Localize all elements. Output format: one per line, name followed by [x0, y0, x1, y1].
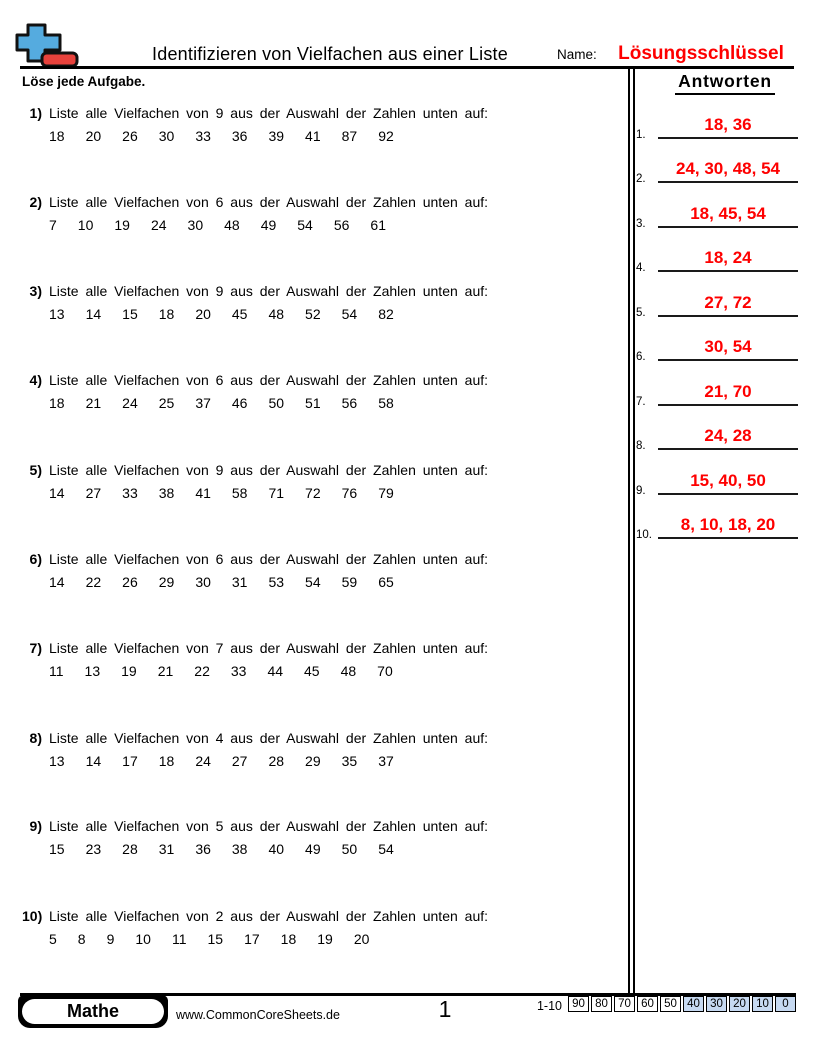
number-option: 5: [49, 931, 57, 947]
answer-number: 7.: [636, 396, 646, 408]
number-option: 11: [171, 931, 187, 947]
number-option: 21: [157, 663, 174, 679]
number-option: 36: [231, 128, 248, 144]
problem-question: Liste alle Vielfachen von 2 aus der Auswahl der Zahlen unten auf:: [49, 908, 489, 924]
number-option: 8: [77, 931, 86, 947]
number-option: 14: [49, 485, 65, 501]
number-option: 50: [268, 395, 285, 411]
answer-number: 8.: [636, 440, 646, 452]
number-option: 31: [231, 574, 248, 590]
number-option: 48: [268, 306, 285, 322]
number-option: 54: [378, 841, 394, 857]
number-option: 21: [85, 395, 102, 411]
answer-number: 5.: [636, 307, 646, 319]
answer-value: 18, 24: [658, 248, 798, 272]
number-option: 44: [267, 663, 284, 679]
number-option: 7: [49, 217, 57, 233]
number-option: 29: [305, 753, 321, 769]
number-option: 26: [122, 128, 138, 144]
number-option: 19: [114, 217, 130, 233]
score-range-label: 1-10: [536, 999, 562, 1013]
answer-value: 15, 40, 50: [658, 471, 798, 495]
number-option: 35: [341, 753, 358, 769]
number-option: 54: [305, 574, 321, 590]
number-option: 39: [268, 128, 285, 144]
problem-3: [22, 283, 622, 323]
score-cell: 20: [729, 996, 750, 1012]
problem-number-list: [49, 753, 622, 770]
problem-number: 9): [29, 818, 42, 834]
number-option: 31: [158, 841, 175, 857]
problem-number: 10): [22, 908, 43, 924]
score-cell: 60: [637, 996, 658, 1012]
problem-number-list: [49, 841, 622, 858]
problem-number: 1): [29, 105, 42, 121]
answer-10: [634, 505, 806, 539]
number-option: 40: [268, 841, 285, 857]
answer-number: 2.: [636, 173, 646, 185]
problem-number: 8): [29, 730, 42, 746]
problem-9: [22, 818, 622, 858]
number-option: 33: [122, 485, 138, 501]
answer-4: [634, 238, 806, 272]
number-option: 65: [378, 574, 394, 590]
number-option: 48: [340, 663, 357, 679]
answer-9: [634, 461, 806, 495]
answer-value: 8, 10, 18, 20: [658, 515, 798, 539]
problem-question: Liste alle Vielfachen von 6 aus der Auswahl der Zahlen unten auf:: [49, 194, 489, 210]
number-option: 19: [121, 663, 137, 679]
score-cell: 10: [752, 996, 773, 1012]
number-option: 56: [333, 217, 350, 233]
answer-number: 6.: [636, 351, 646, 363]
score-cell: 50: [660, 996, 681, 1012]
problem-number: 3): [29, 283, 42, 299]
number-option: 14: [49, 574, 65, 590]
problem-question: Liste alle Vielfachen von 9 aus der Auswahl der Zahlen unten auf:: [49, 462, 489, 478]
name-label: Name:: [557, 47, 597, 62]
problem-question: Liste alle Vielfachen von 7 aus der Auswahl der Zahlen unten auf:: [49, 640, 489, 656]
problem-number: 4): [29, 372, 42, 388]
number-option: 38: [231, 841, 248, 857]
number-option: 15: [122, 306, 138, 322]
number-option: 28: [122, 841, 138, 857]
problem-question: Liste alle Vielfachen von 5 aus der Auswahl der Zahlen unten auf:: [49, 818, 489, 834]
number-option: 45: [231, 306, 248, 322]
number-option: 70: [377, 663, 393, 679]
commoncoresheets-plus-logo-icon: [14, 6, 80, 68]
number-option: 37: [195, 395, 211, 411]
number-option: 46: [231, 395, 248, 411]
score-cell: 90: [568, 996, 589, 1012]
answer-value: 27, 72: [658, 293, 798, 317]
number-option: 11: [49, 663, 64, 679]
answer-key-label: Lösungsschlüssel: [618, 43, 784, 64]
number-option: 79: [378, 485, 394, 501]
number-option: 30: [158, 128, 175, 144]
number-option: 50: [341, 841, 358, 857]
problem-number-list: [49, 663, 622, 680]
number-option: 58: [231, 485, 248, 501]
number-option: 10: [77, 217, 94, 233]
number-option: 22: [85, 574, 102, 590]
number-option: 29: [158, 574, 175, 590]
answer-6: [634, 327, 806, 361]
answer-value: 18, 36: [658, 115, 798, 139]
number-option: 49: [260, 217, 277, 233]
problem-number-list: [49, 128, 622, 145]
score-cell: 70: [614, 996, 635, 1012]
answer-8: [634, 416, 806, 450]
number-option: 92: [378, 128, 394, 144]
answer-number: 1.: [636, 129, 646, 141]
number-option: 30: [195, 574, 211, 590]
number-option: 76: [341, 485, 358, 501]
problem-6: [22, 551, 622, 591]
number-option: 71: [268, 485, 285, 501]
number-option: 15: [49, 841, 65, 857]
number-option: 25: [158, 395, 175, 411]
number-option: 10: [135, 931, 151, 947]
number-option: 22: [194, 663, 210, 679]
problem-number-list: [49, 217, 622, 234]
score-cell: 80: [591, 996, 612, 1012]
number-option: 17: [122, 753, 138, 769]
answer-1: [634, 105, 806, 139]
number-option: 14: [85, 753, 102, 769]
problem-number-list: [49, 931, 622, 948]
problem-question: Liste alle Vielfachen von 6 aus der Auswahl der Zahlen unten auf:: [49, 372, 489, 388]
number-option: 58: [378, 395, 394, 411]
answer-value: 18, 45, 54: [658, 204, 798, 228]
problem-number-list: [49, 485, 622, 502]
number-option: 41: [195, 485, 211, 501]
problem-number: 5): [29, 462, 42, 478]
page-number: 1: [438, 996, 452, 1022]
number-option: 13: [84, 663, 101, 679]
number-option: 9: [106, 931, 115, 947]
number-option: 38: [158, 485, 175, 501]
answer-value: 21, 70: [658, 382, 798, 406]
answer-value: 24, 28: [658, 426, 798, 450]
score-cell: 40: [683, 996, 704, 1012]
number-option: 51: [305, 395, 321, 411]
problem-number-list: [49, 574, 622, 591]
number-option: 87: [341, 128, 358, 144]
problem-2: [22, 194, 622, 234]
problem-8: [22, 730, 622, 770]
number-option: 54: [341, 306, 358, 322]
number-option: 54: [297, 217, 313, 233]
score-table: [568, 996, 796, 1012]
header-rule: [20, 66, 794, 69]
number-option: 24: [195, 753, 211, 769]
answer-value: 30, 54: [658, 337, 798, 361]
answer-5: [634, 283, 806, 317]
number-option: 20: [195, 306, 211, 322]
number-option: 18: [280, 931, 297, 947]
number-option: 52: [305, 306, 321, 322]
number-option: 14: [85, 306, 102, 322]
problem-number: 2): [29, 194, 42, 210]
number-option: 28: [268, 753, 285, 769]
number-option: 56: [341, 395, 358, 411]
answer-number: 3.: [636, 218, 646, 230]
number-option: 48: [224, 217, 240, 233]
number-option: 33: [230, 663, 247, 679]
problem-1: [22, 105, 622, 145]
number-option: 18: [158, 753, 175, 769]
answer-3: [634, 194, 806, 228]
number-option: 26: [122, 574, 138, 590]
subject-badge-label: Mathe: [22, 999, 164, 1024]
answer-number: 9.: [636, 485, 646, 497]
problem-7: [22, 640, 622, 680]
number-option: 45: [304, 663, 320, 679]
instruction-text: Löse jede Aufgabe.: [22, 74, 146, 89]
number-option: 13: [49, 306, 65, 322]
number-option: 59: [341, 574, 358, 590]
number-option: 20: [85, 128, 102, 144]
answer-number: 4.: [636, 262, 646, 274]
number-option: 18: [158, 306, 175, 322]
problem-question: Liste alle Vielfachen von 4 aus der Auswahl der Zahlen unten auf:: [49, 730, 489, 746]
number-option: 24: [122, 395, 138, 411]
answer-2: [634, 149, 806, 183]
answer-value: 24, 30, 48, 54: [658, 159, 798, 183]
number-option: 23: [85, 841, 102, 857]
number-option: 18: [49, 395, 65, 411]
answer-7: [634, 372, 806, 406]
problem-4: [22, 372, 622, 412]
problem-number: 6): [29, 551, 42, 567]
answer-number: 10.: [636, 529, 652, 541]
problem-question: Liste alle Vielfachen von 6 aus der Auswahl der Zahlen unten auf:: [49, 551, 489, 567]
number-option: 82: [378, 306, 394, 322]
problem-question: Liste alle Vielfachen von 9 aus der Auswahl der Zahlen unten auf:: [49, 105, 489, 121]
number-option: 36: [195, 841, 211, 857]
number-option: 24: [150, 217, 167, 233]
number-option: 27: [85, 485, 102, 501]
problem-question: Liste alle Vielfachen von 9 aus der Auswahl der Zahlen unten auf:: [49, 283, 489, 299]
number-option: 17: [244, 931, 260, 947]
problem-10: [22, 908, 622, 948]
number-option: 41: [305, 128, 321, 144]
page-title: Identifizieren von Vielfachen aus einer Liste: [152, 44, 508, 64]
number-option: 15: [207, 931, 224, 947]
problem-number-list: [49, 306, 622, 323]
number-option: 37: [378, 753, 394, 769]
answers-column-title: [640, 71, 810, 95]
subject-badge: [18, 995, 168, 1028]
website-link: www.CommonCoreSheets.de: [176, 1008, 340, 1022]
number-option: 18: [49, 128, 65, 144]
score-cell: 0: [775, 996, 796, 1012]
number-option: 61: [370, 217, 386, 233]
number-option: 20: [353, 931, 370, 947]
problem-5: [22, 462, 622, 502]
number-option: 53: [268, 574, 285, 590]
answers-title-text: Antworten: [675, 71, 775, 95]
problem-number: 7): [29, 640, 42, 656]
number-option: 19: [317, 931, 333, 947]
number-option: 33: [195, 128, 211, 144]
number-option: 49: [305, 841, 321, 857]
problem-number-list: [49, 395, 622, 412]
number-option: 72: [305, 485, 321, 501]
number-option: 27: [231, 753, 248, 769]
number-option: 30: [187, 217, 204, 233]
score-cell: 30: [706, 996, 727, 1012]
number-option: 13: [49, 753, 65, 769]
